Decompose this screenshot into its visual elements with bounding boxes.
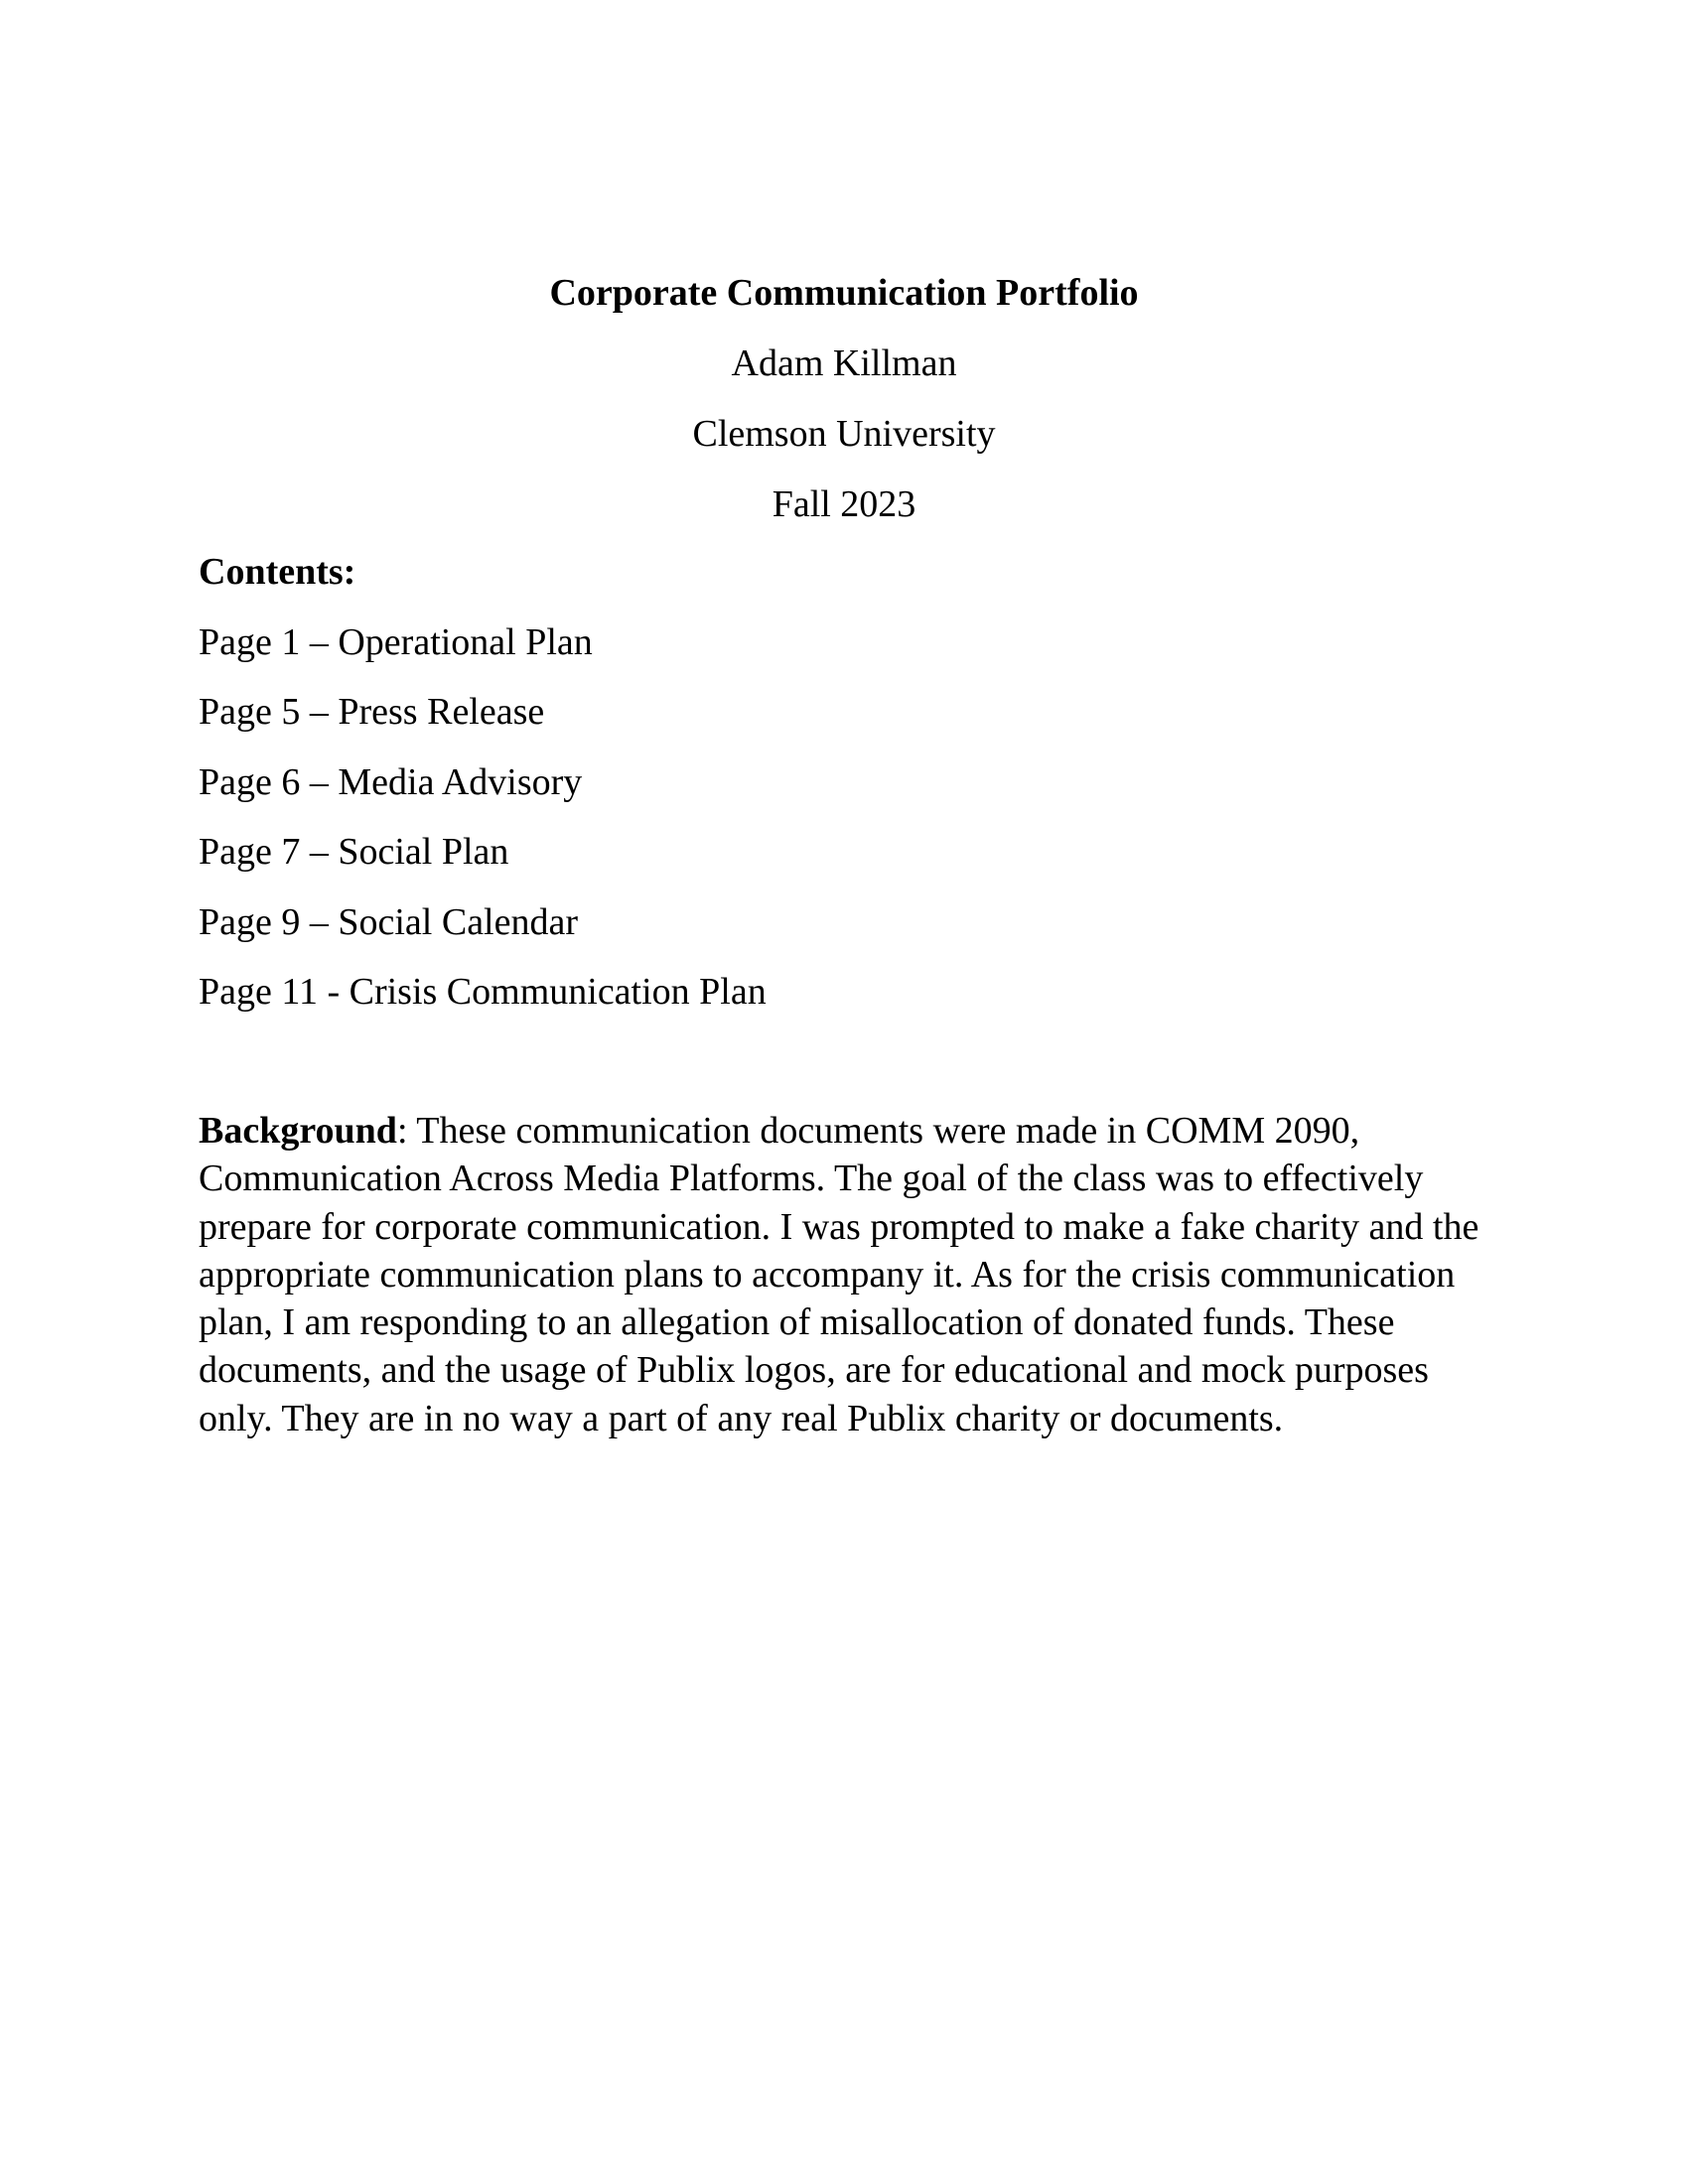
contents-heading: Contents: — [199, 551, 356, 593]
background-paragraph — [199, 1107, 1489, 1442]
table-of-contents — [199, 547, 767, 1037]
contents-item: Page 7 – Social Plan — [199, 831, 509, 873]
author-name: Adam Killman — [731, 342, 957, 384]
contents-item: Page 11 - Crisis Communication Plan — [199, 971, 767, 1013]
institution-name: Clemson University — [692, 413, 996, 455]
document-title: Corporate Communication Portfolio — [549, 272, 1139, 314]
contents-item: Page 5 – Press Release — [199, 691, 545, 733]
title-block — [0, 268, 1688, 550]
term: Fall 2023 — [772, 483, 916, 525]
contents-item: Page 1 – Operational Plan — [199, 620, 593, 663]
background-text: : These communication documents were made in COMM 2090, Communication Across Media Platforms. The goal of the class was to effectively prepare for corporate communication. I was prompted to make a fake charity and the appropriate communication plans to accompany it. As for the crisis communication plan, I am responding to an allegation of misallocation of donated funds. These documents, and the usage of Publix logos, are for educational and mock purposes only. They are in no way a part of any real Publix charity or documents. — [199, 1110, 1479, 1439]
contents-item: Page 6 – Media Advisory — [199, 760, 583, 803]
contents-item: Page 9 – Social Calendar — [199, 900, 579, 943]
background-label: Background — [199, 1110, 397, 1152]
